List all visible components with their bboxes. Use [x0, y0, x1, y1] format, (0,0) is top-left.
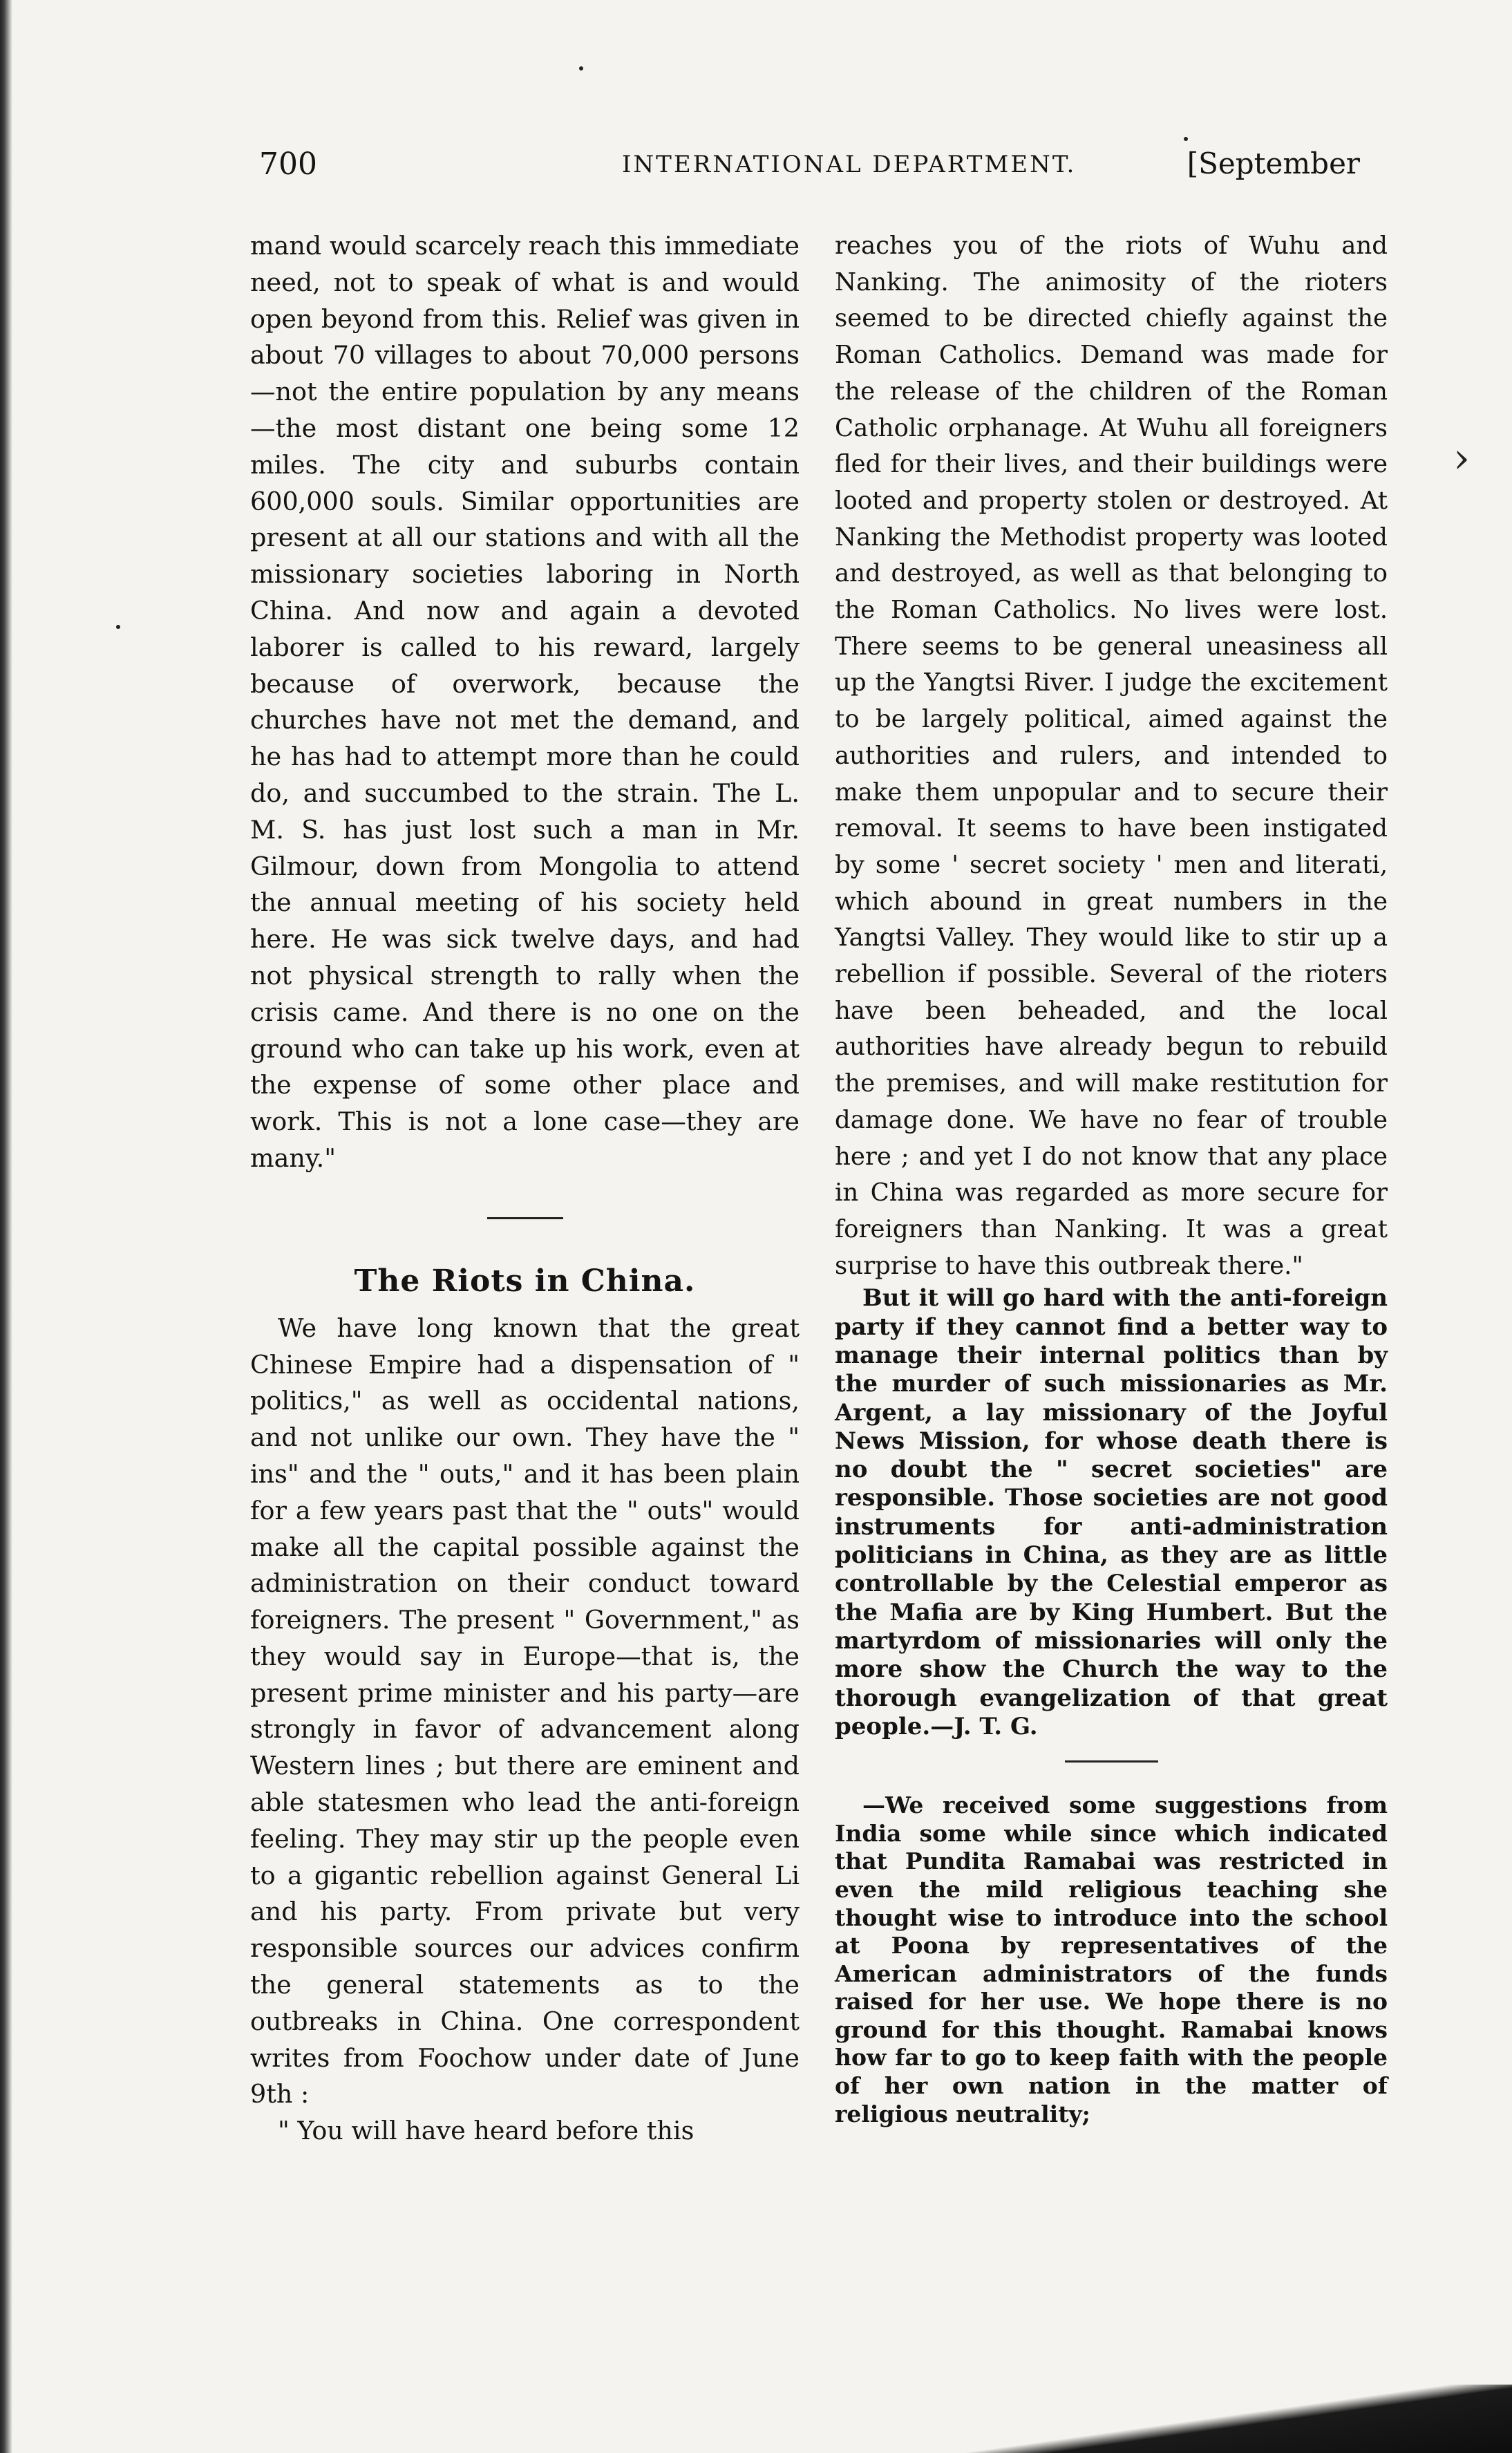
paragraph-anti-foreign-party: But it will go hard with the anti-foreign party if they cannot find a better way to manage their internal politics than by the murder of such missionaries as Mr. Argent, a lay missionary of the Joyful News Mission, for whose death there is no doubt the " secret societies" are responsible. Those societies are not good instruments for anti-administration politicians in China, as they are as little controllable by the Celestial emperor as the Mafia are by King Humbert. But the martyrdom of missionaries will only the more show the Church the way to the thorough evangelization of that great people.—J. T. G. [835, 1284, 1388, 1740]
ink-speck [1184, 137, 1188, 141]
binding-edge [0, 0, 12, 2453]
paragraph-riots-intro: We have long known that the great Chinese Empire had a dispensation of " politics," as well as occidental nations, and not unlike our own. They have the " ins" and the " outs," and it has been plain for a few years past that the " outs" would make all the capital possible against the administration on their conduct toward foreigners. The present " Government," as they would say in Europe—that is, the present prime minister and his party—are strongly in favor of advancement along Western lines ; but there are eminent and able statesmen who lead the anti-foreign feeling. They may stir up the people even to a gigantic rebellion against General Li and his party. From private but very responsible sources our advices confirm the general statements as to the outbreaks in China. One correspondent writes from Foochow under date of June 9th : [250, 1313, 800, 2109]
page-curl-shadow [898, 2385, 1512, 2453]
ink-speck [116, 625, 120, 629]
ink-speck [579, 66, 583, 71]
right-column [835, 228, 1388, 2128]
running-head: INTERNATIONAL DEPARTMENT. [622, 151, 1077, 178]
article-title: The Riots in China. [354, 1263, 696, 1299]
section-divider [1065, 1760, 1158, 1763]
left-column [250, 228, 800, 2150]
issue-month: [September [1187, 147, 1360, 180]
page-edge-mark: › [1453, 434, 1470, 482]
quote-opening: " You will have heard before this [278, 2116, 694, 2146]
paragraph-ramabai: —We received some suggestions from India some while since which indicated that Pundita Ramabai was restricted in even the mild religious teaching she thought wise to introduce into the school at Poona by representatives of the American administrators of the funds raised for her use. We hope there is no ground for this thought. Ramabai knows how far to go to keep faith with the people of her own nation in the matter of religious neutrality; [835, 1792, 1388, 2127]
paragraph-famine-relief: mand would scarcely reach this immediate need, not to speak of what is and would open beyond from this. Relief was given in about 70 villages to about 70,000 persons—not the entire population by any means—the most distant one being some 12 miles. The city and suburbs contain 600,000 souls. Similar opportunities are present at all our stations and with all the missionary societies laboring in North China. And now and again a devoted laborer is called to his reward, largely because of overwork, because the churches have not met the demand, and he has had to attempt more than he could do, and succumbed to the strain. The L. M. S. has just lost such a man in Mr. Gilmour, down from Mongolia to attend the annual meeting of his society held here. He was sick twelve days, and had not physical strength to rally when the crisis came. And there is no one on the ground who can take up his work, even at the expense of some other place and work. This is not a lone case—they are many." [250, 231, 800, 1173]
quote-continued: reaches you of the riots of Wuhu and Nanking. The animosity of the rioters seemed to be directed chiefly against the Roman Catholics. Demand was made for the release of the children of the Roman Catholic orphanage. At Wuhu all foreigners fled for their lives, and their buildings were looted and property stolen or destroyed. At Nanking the Methodist property was looted and destroyed, as well as that belonging to the Roman Catholics. No lives were lost. There seems to be general uneasiness all up the Yangtsi River. I judge the excitement to be largely political, aimed against the authorities and rulers, and intended to make them unpopular and to secure their removal. It seems to have been instigated by some ' secret society ' men and literati, which abound in great numbers in the Yangtsi Valley. They would like to stir up a rebellion if possible. Several of the rioters have been beheaded, and the local authorities have already begun to rebuild the premises, and will make restitution for damage done. We have no fear of trouble here ; and yet I do not know that any place in China was regarded as more secure for foreigners than Nanking. It was a great surprise to have this outbreak there." [835, 232, 1388, 1280]
section-divider [487, 1217, 563, 1219]
page-number: 700 [259, 147, 317, 182]
page-header [0, 147, 1512, 188]
